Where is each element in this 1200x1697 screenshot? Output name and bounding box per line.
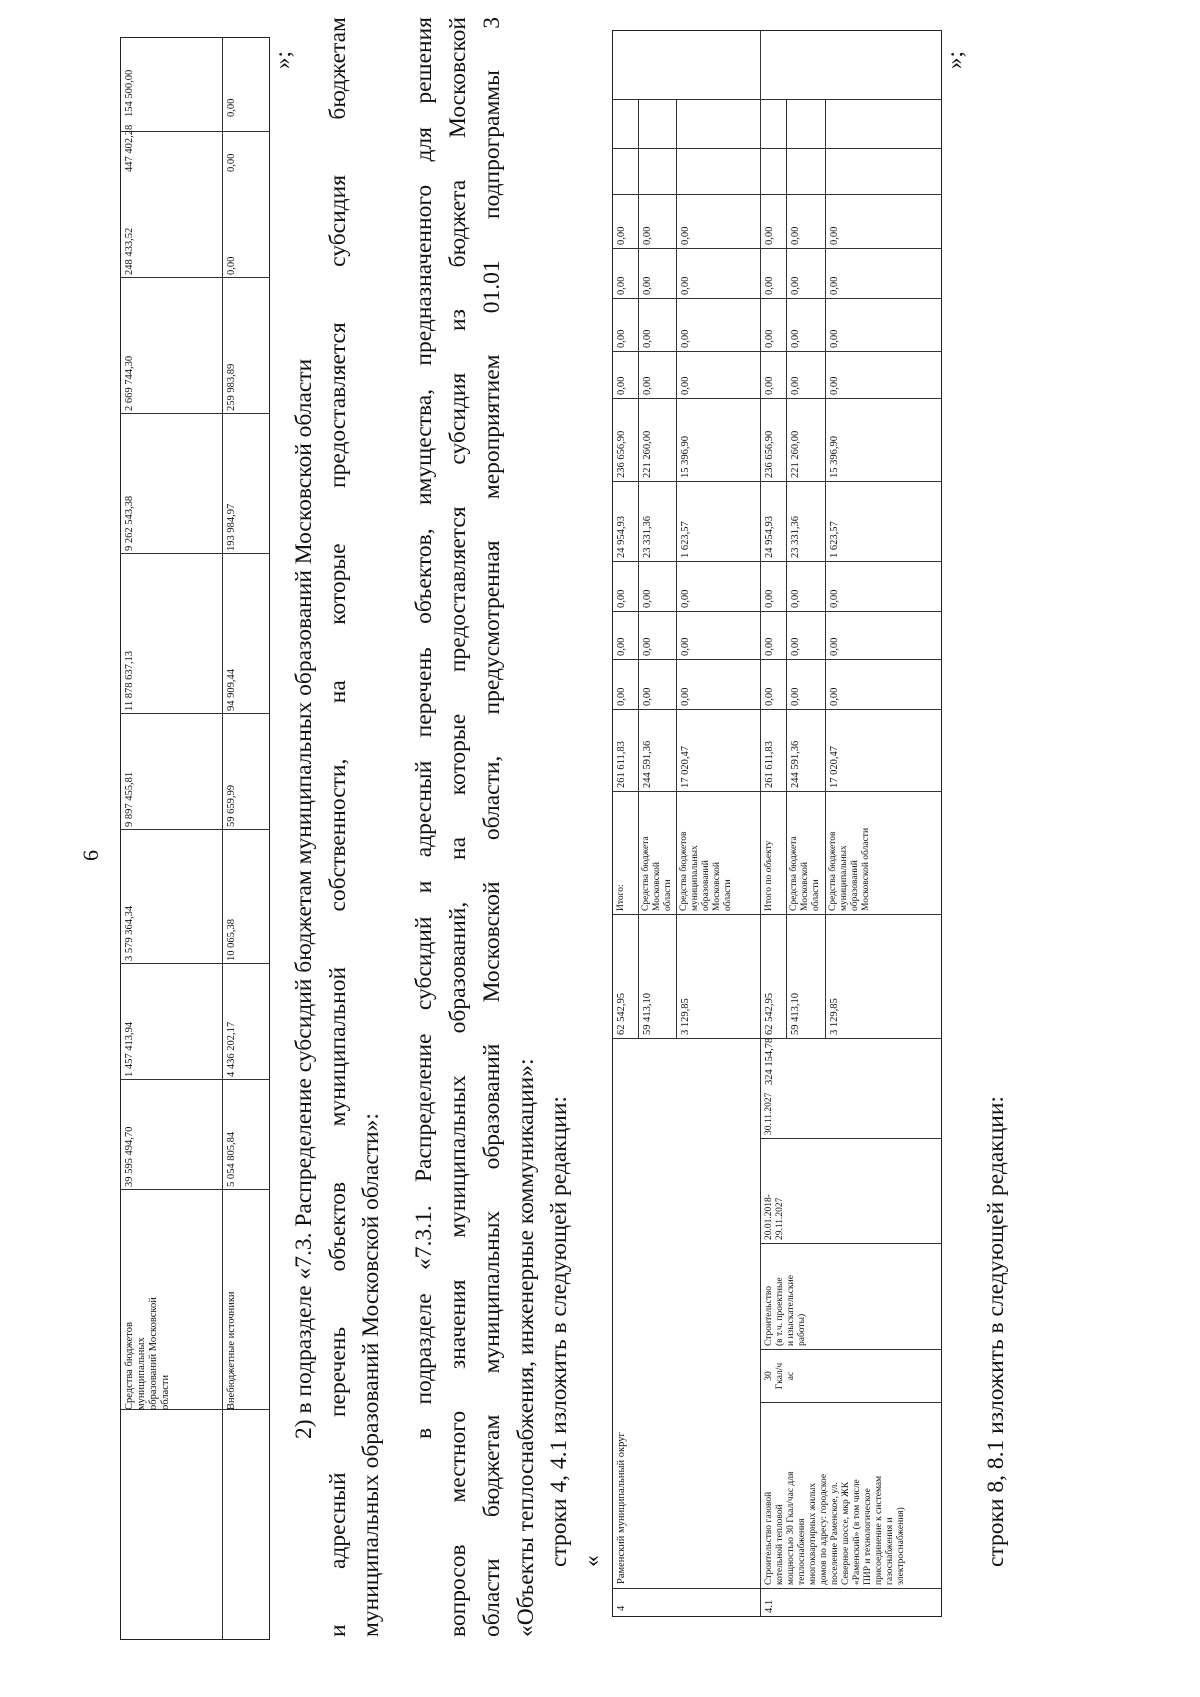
value-cell: 0,00: [829, 687, 840, 706]
object-capacity: 30 Гкал/ч ас: [764, 1362, 796, 1390]
total-cell: 3 129,85: [680, 998, 691, 1035]
value-cell: 17 020,47: [829, 746, 840, 788]
top-table-cell: 248 433,52: [124, 227, 135, 275]
top-table-cell: 4 436 202,17: [226, 1021, 237, 1077]
municipality-name: Раменский муниципальный округ: [616, 1432, 627, 1584]
top-table-cell: 193 984,97: [226, 503, 237, 551]
value-cell: 0,00: [829, 329, 840, 348]
total-cell: 59 413,10: [642, 993, 653, 1035]
value-cell: 0,00: [680, 637, 691, 656]
top-table-cell: 39 595 494,70: [124, 1126, 135, 1187]
row-number: 4: [616, 1605, 627, 1611]
paragraph-line: строки 4, 4.1 изложить в следующей редакции:: [546, 1096, 572, 1567]
total-cell: 62 542,95: [616, 993, 627, 1035]
top-table-cell: 9 262 543,38: [124, 495, 135, 551]
paragraph-line-justified: и адресный перечень объектов муниципальной собственности, на которые предоставляется субсидия бюджетам: [325, 17, 351, 1637]
finish-date: 30.11.2027: [764, 1092, 774, 1135]
value-cell: 0,00: [764, 687, 775, 706]
value-cell: 0,00: [616, 329, 627, 348]
value-cell: 24 954,93: [616, 516, 627, 558]
value-cell: 23 331,36: [790, 516, 801, 558]
top-table-row2-label: Внебюджетные источники: [226, 1291, 237, 1410]
value-cell: 0,00: [642, 276, 653, 295]
top-table-cell: 9 897 455,81: [124, 771, 135, 827]
top-table-cell: 3 579 364,34: [124, 905, 135, 961]
top-table-cell: 154 500,00: [124, 69, 135, 117]
value-cell: 0,00: [680, 589, 691, 608]
top-table-cell: 11 878 637,13: [124, 651, 135, 711]
value-cell: 0,00: [829, 376, 840, 395]
value-cell: 244 591,36: [790, 740, 801, 788]
value-cell: 0,00: [790, 226, 801, 245]
top-table-cell: 0,00: [226, 256, 237, 275]
value-cell: 0,00: [642, 637, 653, 656]
top-table-cell: 94 909,44: [226, 669, 237, 711]
value-cell: 0,00: [829, 226, 840, 245]
top-table-cell: 59 659,99: [226, 785, 237, 827]
value-cell: 0,00: [642, 226, 653, 245]
value-cell: 0,00: [642, 589, 653, 608]
value-cell: 23 331,36: [642, 516, 653, 558]
page-number: 6: [78, 850, 103, 861]
top-table-cell: 10 065,38: [226, 919, 237, 961]
value-cell: 0,00: [790, 376, 801, 395]
value-cell: 244 591,36: [642, 740, 653, 788]
value-cell: 236 656,90: [764, 430, 775, 478]
value-cell: 221 260,00: [642, 430, 653, 478]
value-cell: 0,00: [764, 226, 775, 245]
value-cell: 0,00: [790, 276, 801, 295]
value-cell: 0,00: [680, 687, 691, 706]
value-cell: 24 954,93: [764, 516, 775, 558]
object-name: Строительство газовой котельной тепловой мощностью 30 Гкал/час для теплоснабжения многоквартирных жилых домов по адресу: городское поселение Раменское, ул. Северное шоссе, мкр ЖК «Раменский» (в том числе ПИР и технологическое присоединение к системам газоснабжения и электроснабжения): [764, 1471, 906, 1585]
top-table-cell: 0,00: [226, 153, 237, 172]
value-cell: 0,00: [616, 226, 627, 245]
source-label: Средства бюджета Московской области: [641, 836, 673, 911]
top-table-cell: 259 983,89: [226, 363, 237, 411]
value-cell: 1 623,57: [680, 521, 691, 558]
work-period: 20.01.2018- 29.11.2027: [764, 1194, 785, 1240]
value-cell: 0,00: [642, 687, 653, 706]
value-cell: 15 396,90: [680, 436, 691, 478]
paragraph-line: «Объекты теплоснабжения, инженерные коммуникации»:: [513, 1058, 539, 1637]
paragraph-line: строки 8, 8.1 изложить в следующей редакции:: [983, 1096, 1009, 1567]
value-cell: 0,00: [764, 329, 775, 348]
source-label: Итого:: [616, 884, 626, 911]
value-cell: 221 260,00: [790, 430, 801, 478]
paragraph-line: в подразделе «7.3.1. Распределение субсидий и адресный перечень объектов, имущества, предназначенного для решения: [411, 17, 437, 1439]
value-cell: 0,00: [790, 637, 801, 656]
value-cell: 15 396,90: [829, 436, 840, 478]
open-quote: «: [579, 1555, 605, 1567]
top-table-cell: 1 457 413,94: [124, 1021, 135, 1077]
source-label: Средства бюджета Московской области: [789, 836, 821, 911]
value-cell: 0,00: [829, 276, 840, 295]
top-table-row1-label: Средства бюджетов муниципальных образований Московской области: [124, 1297, 171, 1410]
paragraph-line: 2) в подразделе «7.3. Распределение субсидий бюджетам муниципальных образований Московской области: [291, 358, 317, 1439]
value-cell: 0,00: [790, 329, 801, 348]
top-table-cell: 447 402,28: [124, 124, 135, 172]
paragraph-line: области бюджетам муниципальных образований Московской области, предусмотренная мероприятием 01.01 подпрограммы 3: [479, 17, 505, 1637]
value-cell: 261 611,83: [764, 741, 775, 788]
value-cell: 0,00: [642, 329, 653, 348]
value-cell: 1 623,57: [829, 521, 840, 558]
value-cell: 0,00: [616, 276, 627, 295]
value-cell: 0,00: [616, 637, 627, 656]
value-cell: 0,00: [680, 376, 691, 395]
value-cell: 0,00: [829, 637, 840, 656]
source-label: Средства бюджетов муниципальных образований Московской области: [679, 831, 733, 911]
object-cost: 324 154,78: [764, 1037, 775, 1085]
value-cell: 0,00: [764, 276, 775, 295]
total-cell: 3 129,85: [829, 998, 840, 1035]
row-number: 4.1: [764, 1599, 775, 1613]
work-type: Строительство (в т.ч. проектные и изыскательские работы): [764, 1275, 807, 1346]
value-cell: 0,00: [790, 687, 801, 706]
value-cell: 236 656,90: [616, 430, 627, 478]
top-table-cell: 2 669 744,30: [124, 355, 135, 411]
value-cell: 0,00: [680, 329, 691, 348]
total-cell: 62 542,95: [764, 993, 775, 1035]
value-cell: 0,00: [790, 589, 801, 608]
value-cell: 0,00: [764, 376, 775, 395]
source-label: Итого по объекту: [764, 840, 774, 911]
value-cell: 0,00: [616, 376, 627, 395]
value-cell: 261 611,83: [616, 741, 627, 788]
value-cell: 0,00: [829, 589, 840, 608]
closing-quote: »;: [270, 51, 295, 69]
paragraph-line: муниципальных образований Московской области»:: [358, 1113, 384, 1637]
top-table-cell: 0,00: [226, 98, 237, 117]
value-cell: 0,00: [764, 637, 775, 656]
value-cell: 0,00: [680, 276, 691, 295]
value-cell: 0,00: [642, 376, 653, 395]
top-table-cell: 5 054 805,84: [226, 1131, 237, 1187]
value-cell: 0,00: [616, 687, 627, 706]
value-cell: 0,00: [680, 226, 691, 245]
value-cell: 17 020,47: [680, 746, 691, 788]
value-cell: 0,00: [764, 589, 775, 608]
value-cell: 0,00: [616, 589, 627, 608]
total-cell: 59 413,10: [790, 993, 801, 1035]
paragraph-line: вопросов местного значения муниципальных образований, на которые предоставляется субсидия из бюджета Московской: [445, 17, 471, 1637]
source-label: Средства бюджетов муниципальных образований Московской области: [828, 827, 871, 911]
closing-quote: »;: [942, 51, 967, 69]
